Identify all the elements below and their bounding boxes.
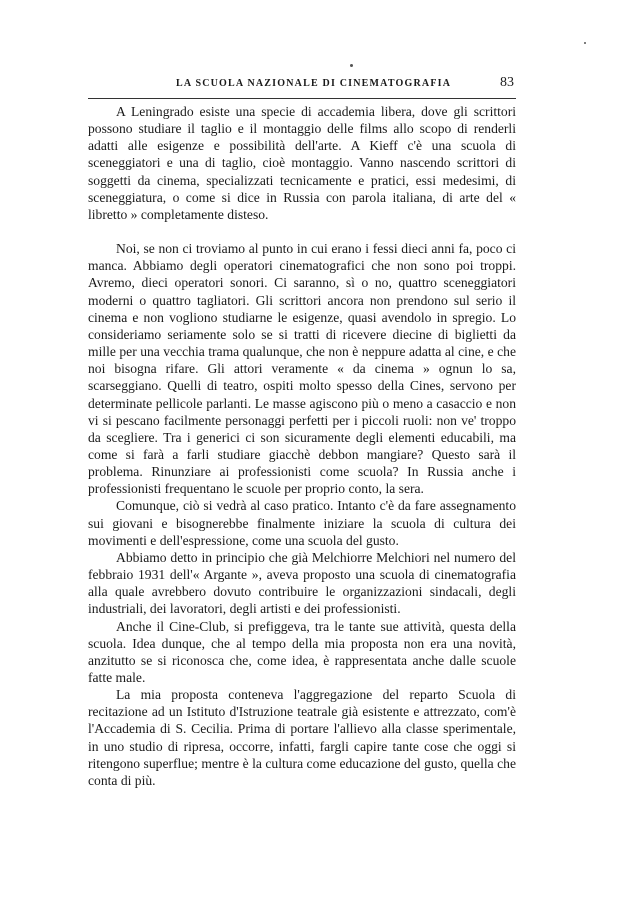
page-number: 83 xyxy=(500,75,514,90)
paragraph: A Leningrado esiste una specie di accademia libera, dove gli scrittori possono studiare il taglio e il montaggio delle films allo scopo di renderli adatti alle esigenze e possibilità dell'arte. A Kieff c'è una scuola di sceneggiatori e una di taglio, cioè montaggio. Vanno nascendo scrittori di soggetti da cinema, specializzati tecnicamente e pratici, essi medesimi, di sceneggiatura, o come si dice in Russia con parola italiana, di arte del « libretto » completamente disteso. xyxy=(88,104,516,222)
body-text xyxy=(88,103,516,789)
paragraph: Comunque, ciò si vedrà al caso pratico. Intanto c'è da fare assegnamento sui giovani e bisognerebbe finalmente iniziare la scuola di cultura dei movimenti e dell'espressione, come una scuola del gusto. xyxy=(88,498,516,548)
running-title: LA SCUOLA NAZIONALE DI CINEMATOGRAFIA xyxy=(176,78,452,89)
print-speck xyxy=(350,64,353,67)
paragraph: Abbiamo detto in principio che già Melchiorre Melchiori nel numero del febbraio 1931 dell'« Argante », aveva proposto una scuola di cinematografia alla quale avrebbero dovuto contribuire le organizzazioni sindacali, degli industriali, dei lavoratori, degli artisti e dei professionisti. xyxy=(88,549,516,617)
print-speck xyxy=(584,42,586,44)
paragraph: Noi, se non ci troviamo al punto in cui erano i fessi dieci anni fa, poco ci manca. Abbiamo degli operatori cinematografici che non sono poi troppi. Avremo, dieci operatori sonori. Ci saranno, sì o no, quattro sceneggiatori moderni o quattro tagliatori. Gli scrittori ancora non prendono sul serio il cinema e non vogliono studiarne le esigenze, quasi avendolo in spregio. Lo consideriamo seriamente solo se si tratti di ricevere diecine di biglietti da mille per una vecchia trama qualunque, che non è neppure adatta al cine, e che noi bisogna rifare. Gli attori veramente « da cinema » ognun lo sa, scarseggiano. Quelli di teatro, ospiti molto spesso della Cines, servono per determinate pellicole parlanti. Le masse agiscono più o meno a casaccio e non vi si pescano facilmente personaggi perfetti per i piccoli ruoli: non ve' troppo da scegliere. Tra i generici ci son sicuramente degli elementi educabili, ma come si farà a farli studiare giacchè debbon mangiare? Questo sarà il problema. Rinunziare ai professionisti come scuola? In Russia anche i professionisti frequentano le scuole per proprio conto, la sera. xyxy=(88,241,516,497)
paragraph: Anche il Cine-Club, si prefiggeva, tra le tante sue attività, questa della scuola. Idea dunque, che al tempo della mia proposta non era una novità, anzitutto se si riconosca che, come idea, è rappresentata anche dalle scuole fatte male. xyxy=(88,618,516,685)
paragraph: La mia proposta conteneva l'aggregazione del reparto Scuola di recitazione ad un Istituto d'Istruzione teatrale già esistente e attrezzato, com'è l'Accademia di S. Cecilia. Prima di portare l'allievo alla classe sperimentale, in uno studio di ripresa, occorre, infatti, fargli capire tante cose che oggi si ritengono superflue; mentre è la cultura come educazione del gusto, quella che conta di più. xyxy=(88,687,516,788)
running-header xyxy=(88,76,516,99)
